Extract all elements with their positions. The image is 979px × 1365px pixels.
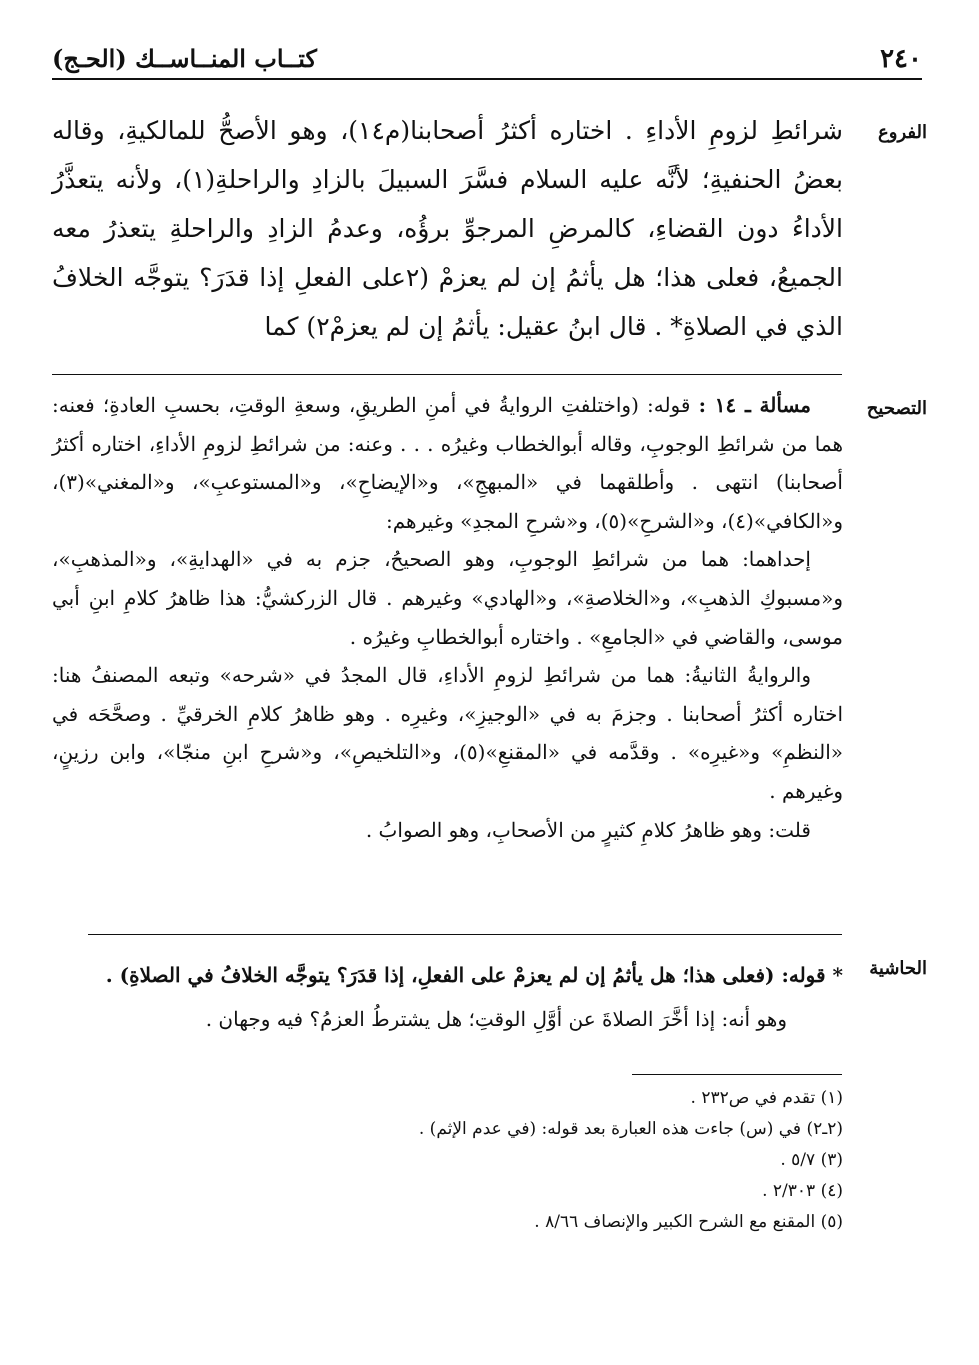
furu-section-label: الفروع bbox=[878, 122, 927, 143]
footnote: (٢ـ٢) في (س) جاءت هذه العبارة بعد قوله: (في عدم الإثم) . bbox=[418, 1119, 843, 1139]
footnote: (٤) ٢/٣٠٣ . bbox=[762, 1181, 843, 1201]
hashiya-text bbox=[52, 953, 843, 1041]
tashih-text bbox=[52, 386, 843, 849]
footnote: (٣) ٥/٧ . bbox=[780, 1150, 843, 1170]
tashih-paragraph bbox=[52, 386, 843, 540]
issue-number: مسألة ـ ١٤ : bbox=[698, 393, 812, 417]
page-header bbox=[52, 40, 922, 80]
section-divider bbox=[52, 374, 842, 375]
tashih-paragraph: والروايةُ الثانيةُ: هما من شرائطِ لزومِ الأداءِ، قال المجدُ في «شرحه» وتبعه المصنفُ هنا: اختاره أكثرُ أصحابنا . وجزمَ به في «الوجيزِ»، وغيرِه . وهو ظاهرُ كلامِ الخرقيِّ . وصحَّحَه في «النظمِ» و«غيرِه» . وقدَّمه في «المقنعِ»(٥)، و«التلخيصِ»، و«شرحِ ابنِ منجّا»، وابن رزينٍ، وغيرهم . bbox=[52, 663, 844, 803]
book-title: كتــاب المنــاســك (الحـج) bbox=[52, 44, 317, 73]
footnotes bbox=[52, 1083, 843, 1238]
page-number: ٢٤٠ bbox=[880, 44, 922, 74]
furu-text: شرائطِ لزومِ الأداءِ . اختاره أكثرُ أصحابنا(م١٤)، وهو الأصحُّ للمالكيةِ، وقاله بعضُ الحنفيةِ؛ لأنَّه عليه السلام فسَّرَ السبيلَ بالزادِ والراحلةِ(١)، ولأنه يتعذَّرُ الأداءُ دون القضاءِ، كالمرضِ المرجوِّ برؤُه، وعدمُ الزادِ والراحلةِ يتعذرُ معه الجميعُ، فعلى هذا؛ هل يأثمُ إن لم يعزمْ (٢على الفعلِ إذا قدَرَ؟ يتوجَّه الخلافُ الذي في الصلاةِ* . قال ابنُ عقيل: يأثمُ إن لم يعزمْ٢) كما bbox=[52, 116, 844, 341]
footnote: (١) تقدم في ص٢٣٢ . bbox=[690, 1088, 843, 1108]
section-divider bbox=[88, 934, 842, 935]
hashiya-body: وهو أنه: إذا أخَّرَ الصلاةَ عن أوَّلِ الوقتِ؛ هل يشترطُ العزمُ؟ فيه وجهان . bbox=[205, 1007, 787, 1031]
tashih-section-label: التصحيح bbox=[866, 398, 927, 419]
tashih-paragraph: قلت: وهو ظاهرُ كلامِ كثيرٍ من الأصحابِ، وهو الصوابُ . bbox=[365, 817, 811, 842]
tashih-paragraph-text: قوله: (واختلفتِ الروايةُ في أمنِ الطريقِ، وسعةِ الوقتِ، بحسبِ العادةِ؛ فعنه: هما من شرائطِ الوجوبِ، وقاله أبوالخطاب وغيرُه . . . وعنه: من شرائطِ لزومِ الأداءِ، اختاره أكثرُ أصحابنا) انتهى . وأطلقهما في «المبهجِ»، و«الإيضاحِ»، و«المستوعبِ»، و«المغني»(٣)، و«الكافي»(٤)، و«الشرحِ»(٥)، و«شرحِ المجدِ» وغيرهم: bbox=[52, 393, 843, 533]
tashih-paragraph: إحداهما: هما من شرائطِ الوجوبِ، وهو الصحيحُ، جزم به في «الهدايةِ»، و«المذهبِ»، و«مسبوكِ الذهبِ»، و«الخلاصةِ»، و«الهادي» وغيرهم . قال الزركشيُّ: هذا ظاهرُ كلامِ ابنِ أبي موسى، والقاضي في «الجامعِ» . واختاره أبوالخطابِ وغيرُه . bbox=[52, 547, 843, 649]
hashiya-section-label: الحاشية bbox=[869, 958, 927, 979]
hashiya-heading: * قوله: (فعلى هذا؛ هل يأثمُ إن لم يعزمْ على الفعلِ، إذا قدَرَ؟ يتوجَّه الخلافُ في الصلاةِ) . bbox=[105, 963, 843, 987]
footnote: (٥) المقنع مع الشرح الكبير والإنصاف ٨/٦٦ . bbox=[534, 1212, 843, 1232]
footnote-divider bbox=[632, 1074, 842, 1075]
